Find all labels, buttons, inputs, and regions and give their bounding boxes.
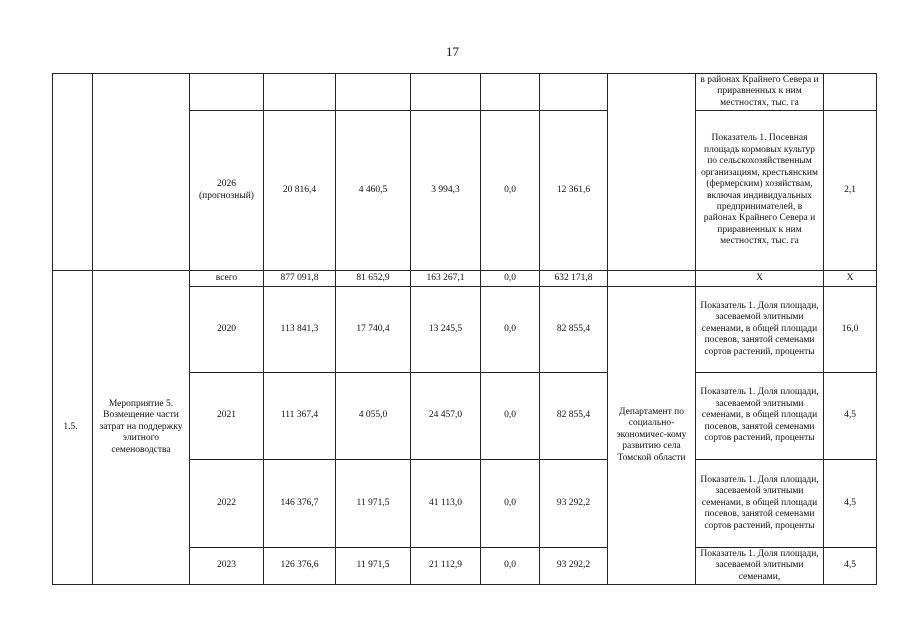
indicator-cell: Показатель 1. Доля площади, засеваемой элитными семенами, [696,548,824,585]
total-cell: 877 091,8 [264,271,336,287]
federal-cell: 4 055,0 [336,373,411,460]
extra-budget-cell: 82 855,4 [540,373,608,460]
total-cell: 111 367,4 [264,373,336,460]
federal-cell: 11 971,5 [336,460,411,548]
indicator-cell: Показатель 1. Доля площади, засеваемой элитными семенами, в общей площади посевов, занятой семенами сортов растений, проценты [696,460,824,548]
row-number-cell [53,74,93,271]
year-cell: 2021 [190,373,264,460]
indicator-cell: Показатель 1. Посевная площадь кормовых культур по сельскохозяйственным организациям, крестьянским (фермерским) хозяйствам, включая индивидуальных предпринимателей, в районах Крайнего Севера и приравненных к ним местностях, тыс. га [696,111,824,271]
department-cell [608,74,696,271]
federal-cell: 81 652,9 [336,271,411,287]
total-cell: 20 816,4 [264,111,336,271]
federal-cell: 17 740,4 [336,287,411,373]
extra-budget-cell [540,74,608,111]
local-cell: 0,0 [481,548,540,585]
activity-name-cell [93,74,190,271]
year-cell: всего [190,271,264,287]
local-cell: 0,0 [481,373,540,460]
local-cell: 0,0 [481,271,540,287]
total-cell: 113 841,3 [264,287,336,373]
regional-cell: 163 267,1 [411,271,481,287]
year-cell: 2022 [190,460,264,548]
department-cell: Департамент по социально-экономичес-кому развитию села Томской области [608,287,696,585]
regional-cell: 13 245,5 [411,287,481,373]
federal-cell: 4 460,5 [336,111,411,271]
indicator-value-cell: X [824,271,877,287]
regional-cell: 21 112,9 [411,548,481,585]
indicator-value-cell [824,74,877,111]
page-number: 17 [446,44,459,59]
indicator-cell: Показатель 1. Доля площади, засеваемой элитными семенами, в общей площади посевов, занятой семенами сортов растений, проценты [696,373,824,460]
extra-budget-cell: 93 292,2 [540,548,608,585]
regional-cell [411,74,481,111]
local-cell: 0,0 [481,111,540,271]
indicator-cell: X [696,271,824,287]
regional-cell: 41 113,0 [411,460,481,548]
extra-budget-cell: 93 292,2 [540,460,608,548]
federal-cell: 11 971,5 [336,548,411,585]
total-cell: 126 376,6 [264,548,336,585]
indicator-value-cell: 16,0 [824,287,877,373]
extra-budget-cell: 12 361,6 [540,111,608,271]
table-row [53,74,877,111]
activity-name-cell: Мероприятие 5. Возмещение части затрат на поддержку элитного семеноводства [93,271,190,585]
indicator-value-cell: 2,1 [824,111,877,271]
indicator-cell: Показатель 1. Доля площади, засеваемой элитными семенами, в общей площади посевов, занятой семенами сортов растений, проценты [696,287,824,373]
total-cell [264,74,336,111]
indicator-cell: в районах Крайнего Севера и приравненных к ним местностях, тыс. га [696,74,824,111]
table-row [53,271,877,287]
row-number-cell: 1.5. [53,271,93,585]
indicator-value-cell: 4,5 [824,460,877,548]
indicator-value-cell: 4,5 [824,373,877,460]
extra-budget-cell: 82 855,4 [540,287,608,373]
year-cell: 2020 [190,287,264,373]
year-cell: 2023 [190,548,264,585]
federal-cell [336,74,411,111]
total-cell: 146 376,7 [264,460,336,548]
local-cell: 0,0 [481,287,540,373]
extra-budget-cell: 632 171,8 [540,271,608,287]
local-cell [481,74,540,111]
regional-cell: 3 994,3 [411,111,481,271]
indicator-value-cell: 4,5 [824,548,877,585]
local-cell: 0,0 [481,460,540,548]
program-table [52,73,877,585]
year-cell [190,74,264,111]
regional-cell: 24 457,0 [411,373,481,460]
department-cell [608,271,696,287]
year-cell: 2026 (прогнозный) [190,111,264,271]
